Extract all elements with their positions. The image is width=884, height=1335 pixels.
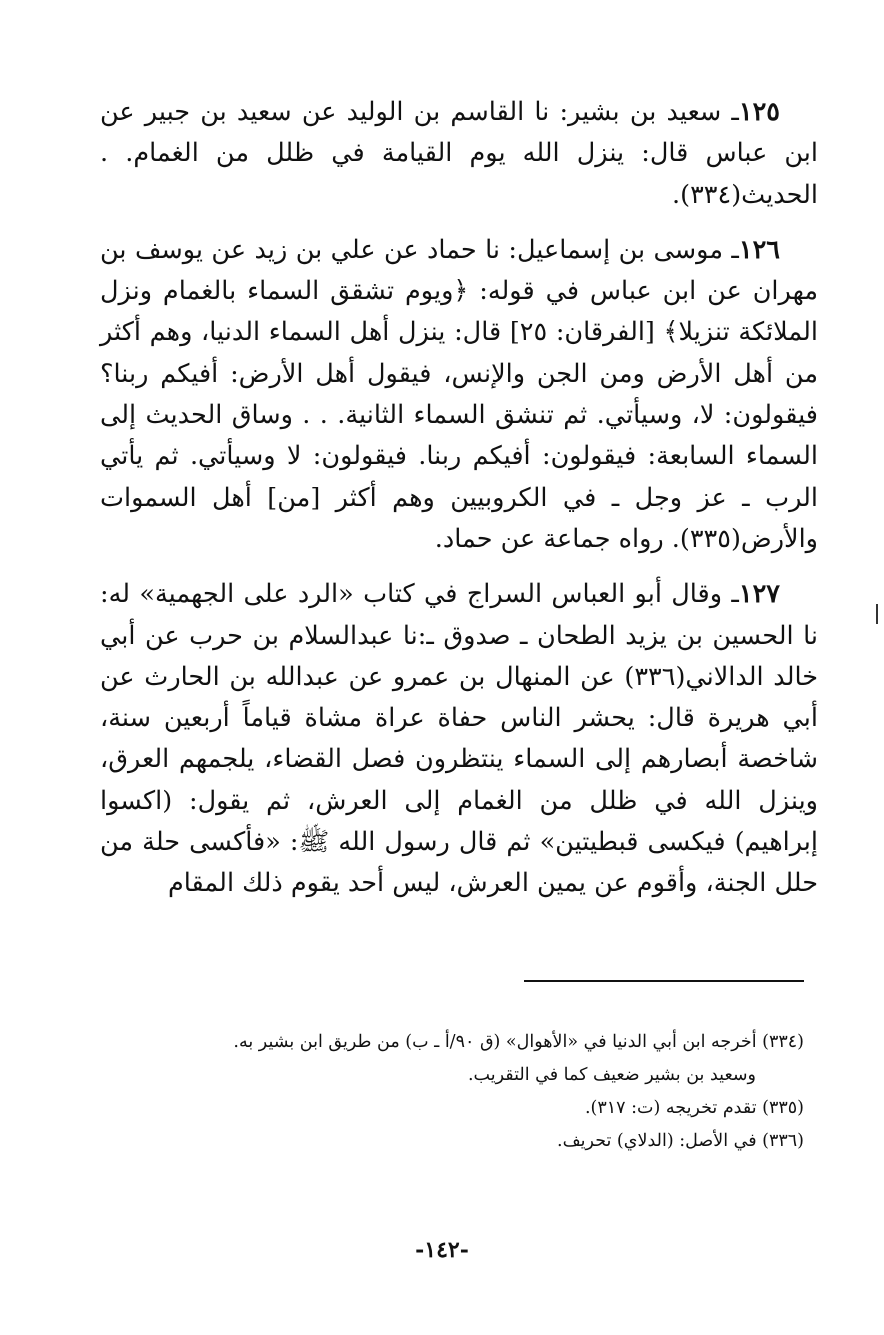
footnote-335: (٣٣٥) تقدم تخريجه (ت: ٣١٧).: [584, 1098, 804, 1118]
main-text: [100, 92, 818, 919]
footnote-334: (٣٣٤) أخرجه ابن أبي الدنيا في «الأهوال» (ق ٩٠/أ ـ ب) من طريق ابن بشير به.: [233, 1032, 804, 1052]
footnote-334-continuation: وسعيد بن بشير ضعيف كما في التقريب.: [467, 1065, 756, 1085]
footnote-separator: [524, 980, 804, 982]
paragraph-125: [100, 92, 818, 216]
paragraph-text: ـ سعيد بن بشير: نا القاسم بن الوليد عن سعيد بن جبير عن ابن عباس قال: ينزل الله يوم القيامة في ظلل من الغمام. . الحديث(٣٣٤).: [100, 97, 818, 210]
paragraph-text: ـ وقال أبو العباس السراج في كتاب «الرد على الجهمية» له: نا الحسين بن يزيد الطحان ـ صدوق ـ:نا عبدالسلام بن حرب عن أبي خالد الدالاني(٣٣٦) عن المنهال بن عمرو عن عبدالله بن الحارث عن أبي هريرة قال: يحشر الناس حفاة عراة مشاة قياماً أربعين سنة، شاخصة أبصارهم إلى السماء ينتظرون فصل القضاء، يلجمهم العرق، وينزل الله في ظلل من الغمام إلى العرش، ثم يقول: (اكسوا إبراهيم) فيكسى قبطيتين» ثم قال رسول الله ﷺ: «فأكسى حلة من حلل الجنة، وأقوم عن يمين العرش، ليس أحد يقوم ذلك المقام: [100, 579, 818, 899]
footnotes: [70, 1026, 804, 1158]
footnote-336: (٣٣٦) في الأصل: (الدلاي) تحريف.: [557, 1131, 804, 1151]
page-number: -١٤٢-: [415, 1237, 469, 1263]
paragraph-126: [100, 230, 818, 560]
paragraph-number: ١٢٥: [738, 97, 780, 127]
paragraph-127: [100, 574, 818, 904]
paragraph-text: ـ موسى بن إسماعيل: نا حماد عن علي بن زيد عن يوسف بن مهران عن ابن عباس في قوله: ﴿ويوم تشقق السماء بالغمام ونزل الملائكة تنزيلا﴾ [الفرقان: ٢٥] قال: ينزل أهل السماء الدنيا، وهم أكثر من أهل الأرض ومن الجن والإنس، فيقول أهل الأرض: أفيكم ربنا؟ فيقولون: لا، وسيأتي. ثم تنشق السماء الثانية. . . وساق الحديث إلى السماء السابعة: فيقولون: أفيكم ربنا. فيقولون: لا وسيأتي. ثم يأتي الرب ـ عز وجل ـ في الكروبيين وهم أكثر [من] أهل السموات والأرض(٣٣٥). رواه جماعة عن حماد.: [100, 234, 818, 554]
paragraph-number: ١٢٧: [738, 579, 780, 610]
margin-mark: [876, 604, 878, 624]
paragraph-number: ١٢٦: [738, 234, 780, 265]
